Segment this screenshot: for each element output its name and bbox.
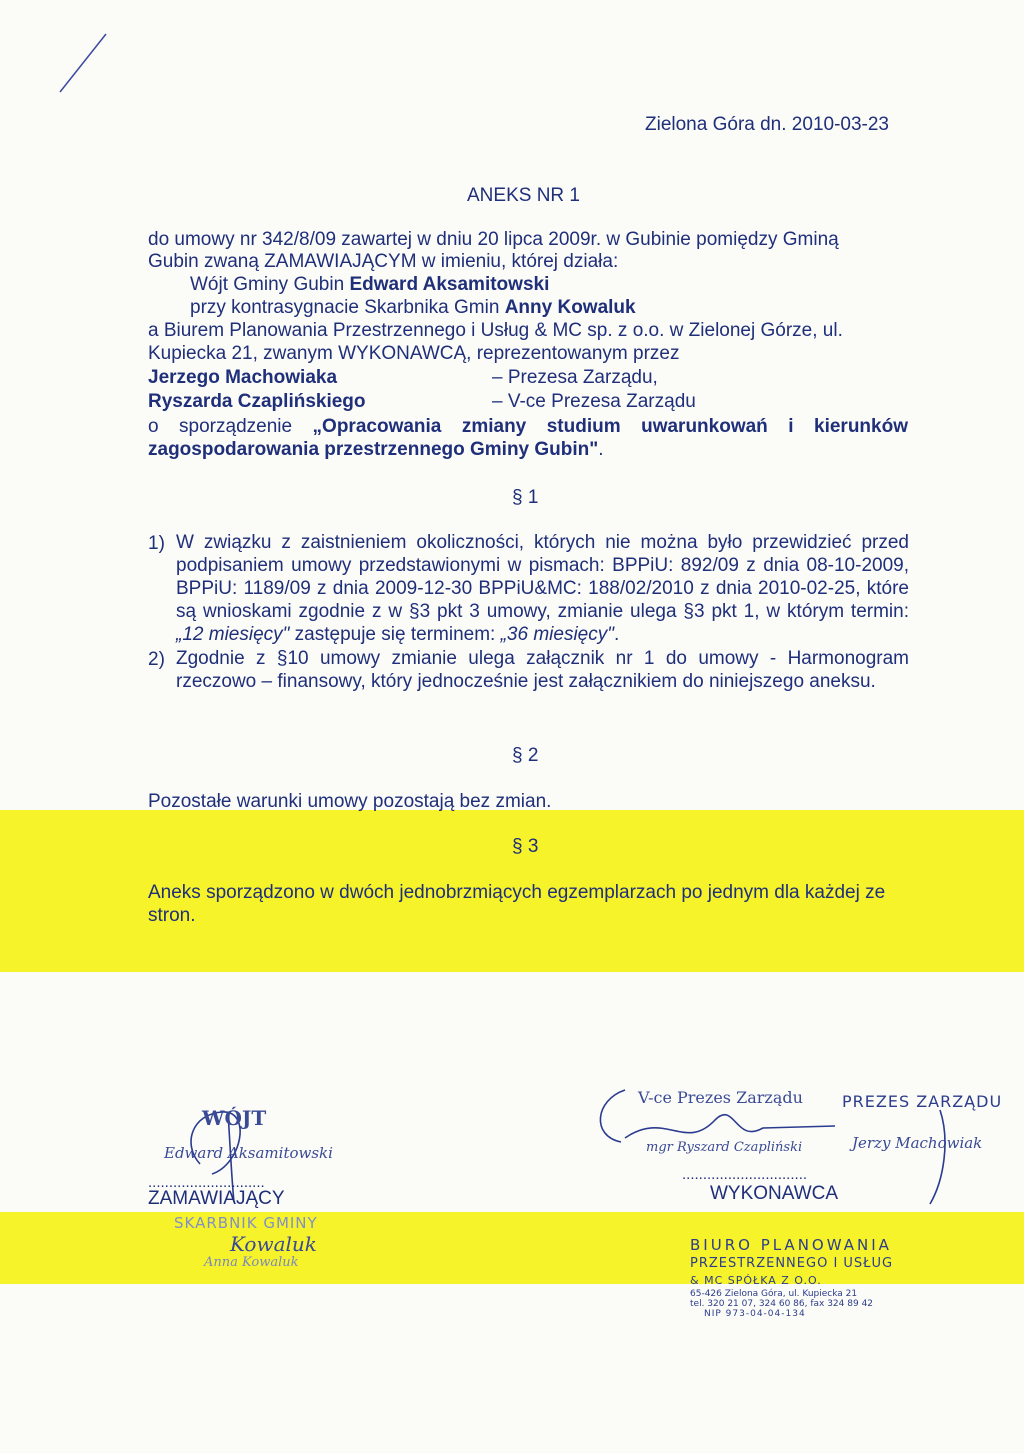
right-dots: .............................. (682, 1166, 808, 1183)
section2-heading: § 2 (512, 745, 539, 766)
rep2-name: Ryszarda Czaplińskiego (148, 391, 366, 412)
company-stamp-line-3: & MC SPÓŁKA Z O.O. (690, 1274, 822, 1287)
item1-text-part-a: W związku z zaistnieniem okoliczności, których nie można było przewidzieć przed podpisaniem umowy przedstawionymi w pismach: BPPiU: 892/09 z dnia 08-10-2009, BPPiU: 1189/09 z dnia 2009-12-30 BPPiU&MC: 188/02/2010 z dnia 2010-02-25, które są wnioskami zgodnie z w §3 pkt 3 umowy, zmianie ulega §3 pkt 1, w którym termin: (176, 532, 909, 622)
pen-mark-icon (52, 28, 112, 98)
skarbnik-stamp-name: Anna Kowaluk (204, 1255, 299, 1270)
wykonawca-label: WYKONAWCA (710, 1183, 839, 1204)
section1-item2-text: Zgodnie z §10 umowy zmianie ulega załącznik nr 1 do umowy - Harmonogram rzeczowo – finansowy, który jednocześnie jest załącznikiem do niniejszego aneksu. (176, 648, 909, 692)
rep2-role: – V-ce Prezesa Zarządu (492, 391, 696, 412)
section1-heading: § 1 (512, 487, 539, 508)
vce-stamp-title: V-ce Prezes Zarządu (638, 1088, 803, 1107)
prezes-stamp-title: PREZES ZARZĄDU (842, 1092, 1003, 1111)
skarbnik-handwritten-signature: Kowaluk (230, 1232, 317, 1256)
company-stamp-line-5: tel. 320 21 07, 324 60 86, fax 324 89 42 (690, 1299, 874, 1309)
intro-line-1: do umowy nr 342/8/09 zawartej w dniu 20 lipca 2009r. w Gubinie pomiędzy Gminą (148, 229, 839, 250)
prezes-stamp-name: Jerzy Machowiak (852, 1134, 983, 1152)
rep1-name: Jerzego Machowiaka (148, 367, 338, 388)
intro-line-2: Gubin zwaną ZAMAWIAJĄCYM w imieniu, której działa: (148, 251, 619, 272)
wojt-prefix: Wójt Gminy Gubin (190, 274, 350, 295)
item1-term-new: „36 miesięcy" (500, 624, 614, 645)
wojt-line (190, 274, 549, 296)
skarbnik-line (190, 297, 636, 319)
section3-heading: § 3 (512, 836, 539, 857)
vce-stamp-name: mgr Ryszard Czapliński (646, 1140, 803, 1155)
section3-text: Aneks sporządzono w dwóch jednobrzmiących egzemplarzach po jednym dla każdej ze stron. (148, 882, 886, 926)
rep1-role: – Prezesa Zarządu, (492, 367, 658, 388)
wojt-stamp-title: WÓJT (202, 1106, 267, 1130)
wojt-name: Edward Aksamitowski (349, 274, 550, 295)
company-stamp (690, 1236, 1010, 1319)
section1-item1-text (176, 531, 909, 646)
subject-title: „Opracowania zmiany studium uwarunkowań i kierunków zagospodarowania przestrzennego Gminy Gubin" (148, 416, 908, 460)
section2-text: Pozostałe warunki umowy pozostają bez zmian. (148, 791, 552, 812)
intro-line-6: Kupiecka 21, zwanym WYKONAWCĄ, reprezentowanym przez (148, 343, 680, 364)
company-stamp-line-1: BIURO PLANOWANIA (690, 1236, 892, 1254)
item1-text-part-c: . (613, 624, 620, 645)
contract-subject (148, 415, 908, 461)
skarbnik-name: Anny Kowaluk (504, 297, 636, 318)
left-dots: ............................ (148, 1174, 265, 1191)
section1-item1-number: 1) (148, 533, 165, 554)
document-title: ANEKS NR 1 (467, 185, 580, 206)
company-stamp-line-6: NIP 973-04-04-134 (704, 1309, 806, 1319)
subject-suffix: . (598, 439, 604, 460)
item1-text-part-b: zastępuje się terminem: (289, 624, 501, 645)
prezes-signature-scribble-icon (920, 1100, 980, 1210)
subject-prefix: o sporządzenie (148, 416, 313, 437)
company-stamp-line-4: 65-426 Zielona Góra, ul. Kupiecka 21 (690, 1289, 858, 1299)
company-stamp-line-2: PRZESTRZENNEGO I USŁUG (690, 1256, 894, 1271)
zamawiajacy-label: ZAMAWIAJĄCY (148, 1188, 285, 1209)
skarbnik-prefix: przy kontrasygnacie Skarbnika Gmin (190, 297, 505, 318)
intro-line-5: a Biurem Planowania Przestrzennego i Usług & MC sp. z o.o. w Zielonej Górze, ul. (148, 320, 843, 341)
skarbnik-stamp-title: SKARBNIK GMINY (174, 1214, 318, 1232)
date-line: Zielona Góra dn. 2010-03-23 (645, 114, 889, 135)
item1-term-old: „12 miesięcy" (176, 624, 290, 645)
wojt-handwritten-name: Edward Aksamitowski (164, 1144, 333, 1162)
section1-item2-number: 2) (148, 649, 165, 670)
